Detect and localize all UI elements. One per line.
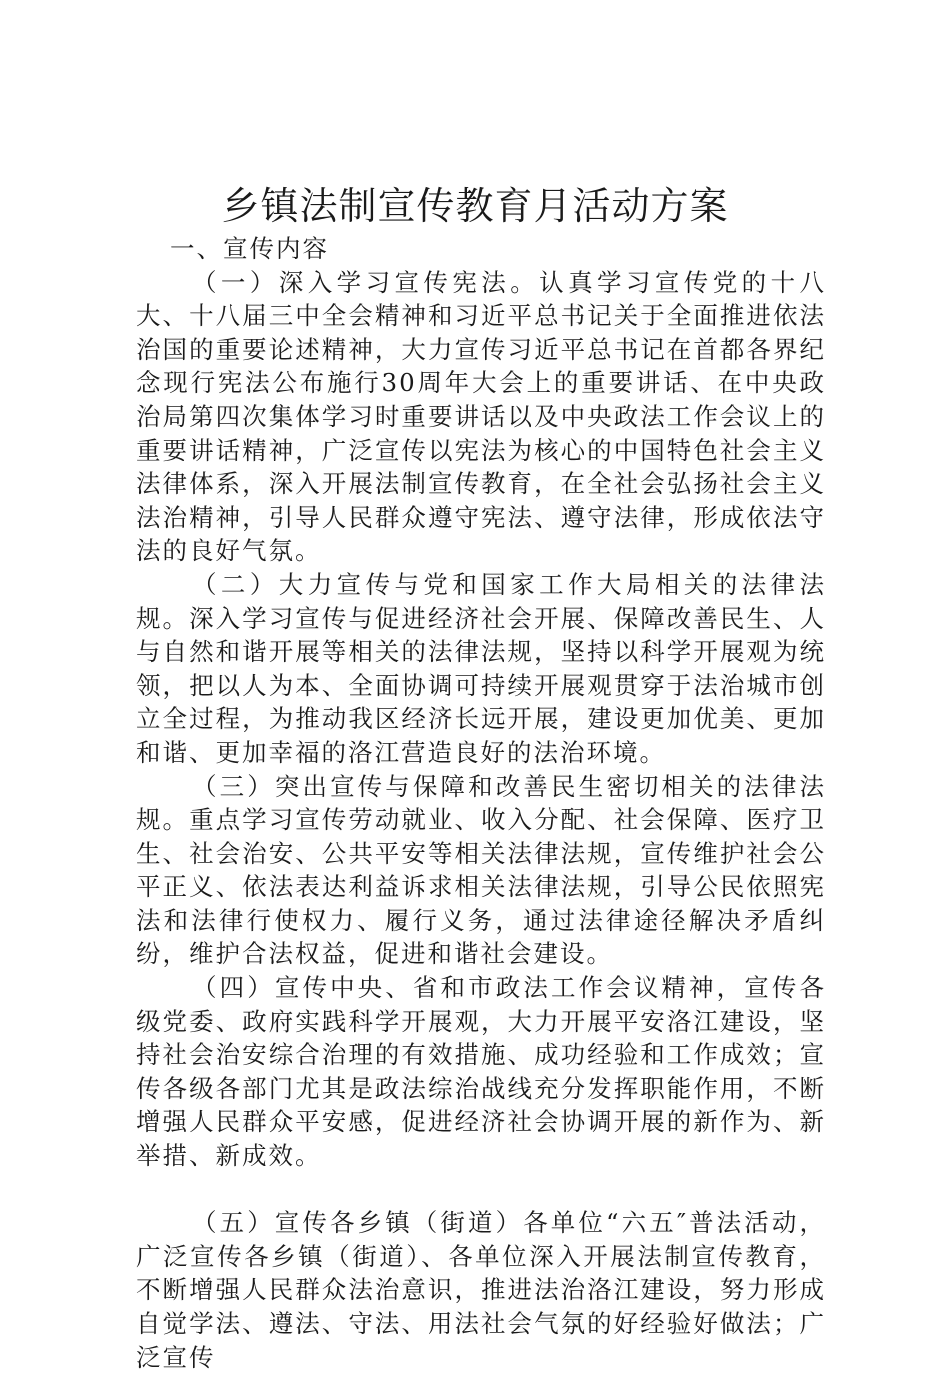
paragraph-2: （二）大力宣传与党和国家工作大局相关的法律法规。深入学习宣传与促进经济社会开展、保障改善民生、人与自然和谐开展等相关的法律法规，坚持以科学开展观为统领，把以人为本、全面协调可持续开展观贯穿于法治城市创立全过程，为推动我区经济长远开展，建设更加优美、更加和谐、更加幸福的洛江营造良好的法治环境。 bbox=[136, 569, 826, 767]
document-body bbox=[136, 232, 826, 1374]
paragraph-spacer bbox=[136, 1173, 826, 1207]
paragraph-5: （五）宣传各乡镇（街道）各单位“六五″普法活动，广泛宣传各乡镇（街道）、各单位深入开展法制宣传教育，不断增强人民群众法治意识，推进法治洛江建设，努力形成自觉学法、遵法、守法、用法社会气氛的好经验好做法；广泛宣传 bbox=[136, 1208, 826, 1372]
paragraph-1: （一）深入学习宣传宪法。认真学习宣传党的十八大、十八届三中全会精神和习近平总书记关于全面推进依法治国的重要论述精神，大力宣传习近平总书记在首都各界纪念现行宪法公布施行30周年大会上的重要讲话、在中央政治局第四次集体学习时重要讲话以及中央政法工作会议上的重要讲话精神，广泛宣传以宪法为核心的中国特色社会主义法律体系，深入开展法制宣传教育，在全社会弘扬社会主义法治精神，引导人民群众遵守宪法、遵守法律，形成依法守法的良好气氛。 bbox=[136, 267, 826, 566]
paragraph-4: （四）宣传中央、省和市政法工作会议精神，宣传各级党委、政府实践科学开展观，大力开展平安洛江建设，坚持社会治安综合治理的有效措施、成功经验和工作成效；宣传各级各部门尤其是政法综治战线充分发挥职能作用，不断增强人民群众平安感，促进经济社会协调开展的新作为、新举措、新成效。 bbox=[136, 973, 826, 1171]
section-heading: 一、宣传内容 bbox=[170, 234, 329, 263]
paragraph-3: （三）突出宣传与保障和改善民生密切相关的法律法规。重点学习宣传劳动就业、收入分配、社会保障、医疗卫生、社会治安、公共平安等相关法律法规，宣传维护社会公平正义、依法表达利益诉求相关法律法规，引导公民依照宪法和法律行使权力、履行义务，通过法律途径解决矛盾纠纷，维护合法权益，促进和谐社会建设。 bbox=[136, 771, 826, 969]
document-title: 乡镇法制宣传教育月活动方案 bbox=[221, 184, 729, 228]
